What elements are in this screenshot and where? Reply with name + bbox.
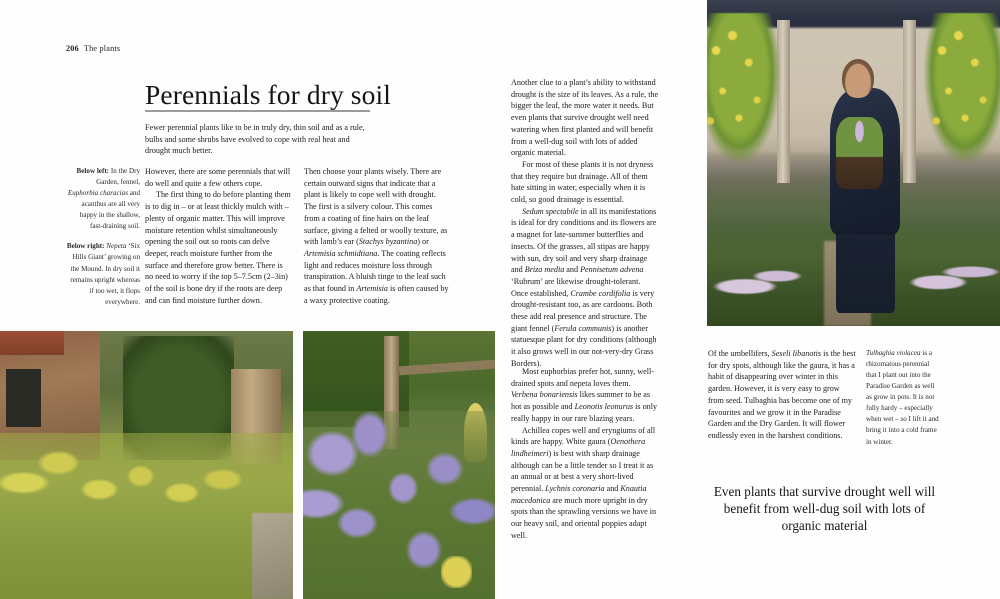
- species-name: Ferula communis: [554, 323, 612, 333]
- text-run: . The coating reflects light and reduces moisture loss through transpiration. A bluish tinge to the leaf such as that found in: [304, 248, 446, 294]
- text-run: ) is another statuesque plant for dry conditions (although it also grows well in our not-very-dry Grass Borders).: [511, 323, 657, 368]
- caption-italic: Nepeta: [106, 242, 127, 251]
- pull-quote: Even plants that survive drought well will benefit from well-dug soil with lots of organic material: [713, 484, 936, 533]
- caption-text-b: ‘Six Hills Giant’ growing on the Mound. In dry soil it remains upright whereas if too wet, it flops everywhere.: [70, 242, 140, 306]
- paragraph: Another clue to a plant’s ability to withstand drought is the size of its leaves. As a rule, the bigger the leaf, the more water it needs. But even plants that survive drought well need watering when first planted and will benefit from a well-dug soil with lots of added organic material.: [511, 78, 659, 158]
- paragraph: [511, 206, 659, 370]
- caption-below-left: [66, 166, 140, 232]
- veranda-pillar: [903, 20, 916, 183]
- standfirst: Fewer perennial plants like to be in truly dry, thin soil and as a rule, bulbs and some shrubs have evolved to cope with real heat and drought much better.: [145, 123, 365, 156]
- body-column-5: [708, 348, 856, 442]
- species-name: Artemisia schmidtiana: [304, 248, 378, 258]
- text-run: ) is best with sharp drainage although can be a little tender so I treat it as an annual or at best a very short-lived perennial.: [511, 448, 654, 494]
- caption-italic: Euphorbia characias: [67, 189, 128, 198]
- text-run: are much more upright in dry spots than the sprawling versions we have in our heavy soil, and oriental poppies adapt well.: [511, 495, 657, 540]
- paragraph: The first thing to do before planting them is to dig in – or at least thickly mulch with – plenty of organic matter. This will improve moisture retention whilst simultaneously opening the soil out so roots can delve deeper, reach moisture further from the surface and therefore grow better. There is no need to worry if the top 5–7.5cm (2–3in) of the soil is bone dry if the roots are deep and can find moisture further down.: [145, 190, 291, 305]
- tiled-roof: [0, 331, 64, 355]
- caption-text: is a rhizomatous perennial that I plant out into the Paradise Garden as well as grow in pots. It is not fully hardy – especially when wet – so I lift it and bring it into a cold frame in winter.: [866, 349, 939, 446]
- caption-lead: Below left:: [76, 167, 110, 175]
- species-name: Knautia macedonica: [511, 484, 647, 505]
- gardener-head: [842, 59, 874, 98]
- text-run: Achillea copes well and eryngiums of all kinds are happy. White gaura (: [511, 425, 656, 447]
- text-run: is only really happy in our rare blazing years.: [511, 402, 658, 423]
- page-title: Perennials for dry soil: [145, 79, 391, 111]
- species-name: Leonotis leonurus: [574, 402, 634, 412]
- species-name: Pennisetum advena: [580, 265, 644, 275]
- text-run: is often caused by a waxy protective coating.: [304, 284, 449, 305]
- species-name: Verbena bonariensis: [511, 390, 578, 400]
- species-name: Sedum spectabile: [522, 206, 579, 216]
- achillea-flower: [441, 556, 472, 588]
- text-run: ) or: [417, 237, 429, 247]
- body-column-2: [304, 166, 450, 306]
- paragraph: [511, 366, 659, 425]
- lemon-tree: [707, 13, 780, 163]
- paragraph: However, there are some perennials that will do well and quite a few others cope.: [145, 167, 291, 188]
- text-run: likes summer to be as hot as possible and: [511, 390, 651, 412]
- photo-dry-garden-fennel: [0, 331, 293, 599]
- text-run: is the best for dry spots, although like the gaura, it has a habit of disappearing over winter in this garden. However, it is very easy to grow from seed. Tulbaghia has become one of my favourites and we grow it in the Paradise Garden and the Dry Garden. It will flower endlessly even in the harshest conditions.: [708, 349, 856, 440]
- text-run: Then choose your plants wisely. There are certain outward signs that indicate that a plant is likely to cope well with drought. The first is a silvery colour. This comes from a coating of fine hairs on the leaf surface, giving a felted or woolly texture, as with lamb’s ear (: [304, 167, 448, 247]
- species-name: Briza media: [524, 265, 565, 275]
- fennel-and-euphorbia: [0, 433, 293, 599]
- text-run: Most euphorbias prefer hot, sunny, well-drained spots and nepeta loves them.: [511, 367, 654, 388]
- photo-nepeta-six-hills-giant: [303, 331, 495, 599]
- text-run: and: [564, 265, 581, 275]
- stone-path: [252, 513, 293, 599]
- species-name: Oenothera lindheimeri: [511, 437, 646, 458]
- species-name: Seseli libanotis: [771, 349, 822, 358]
- page-number: 206: [66, 44, 79, 53]
- text-run: Of the umbellifers,: [708, 349, 772, 358]
- body-column-4: [511, 366, 659, 542]
- paragraph: [304, 166, 450, 306]
- caption-italic: Tulbaghia violacea: [866, 349, 921, 357]
- body-column-3: [511, 77, 659, 370]
- caption-text-a: In the Dry Garden, fennel,: [96, 167, 140, 187]
- right-margin-caption: [866, 348, 940, 448]
- paragraph: [511, 425, 659, 542]
- text-run: is very drought-resistant too, as are cardoons. Both these add real presence and structure. The giant fennel (: [511, 288, 655, 333]
- photo-gardener-with-tulbaghia: [707, 0, 1000, 326]
- running-head: [66, 44, 120, 53]
- text-run: in all its manifestations is ideal for dry conditions and its flowers are a magnet for late-summer butterflies and insects. Of the grasses, all stipas are happy with sun, dry soil and very sharp drainage and: [511, 206, 657, 275]
- body-column-1: [145, 166, 292, 306]
- window: [6, 369, 41, 428]
- tulbaghia-clump: [836, 117, 883, 189]
- paragraph: [708, 348, 856, 442]
- species-name: Lychnis coronaria: [545, 484, 605, 494]
- species-name: Artemisia: [356, 284, 388, 294]
- left-margin-captions: [66, 166, 140, 317]
- lemon-tree: [924, 13, 1000, 163]
- text-run: ‘Rubrum’ are likewise drought-tolerant. Once established,: [511, 276, 641, 298]
- title-divider: [145, 110, 370, 112]
- text-run: and: [604, 484, 621, 494]
- species-name: Crambe cordifolia: [570, 288, 631, 298]
- caption-text-b: and acanthus are all very happy in the shallow, fast-draining soil.: [79, 189, 140, 231]
- caption-lead: Below right:: [66, 242, 105, 251]
- caption-below-right: [66, 241, 140, 307]
- paragraph: For most of these plants it is not dryness that they require but drainage. All of them hate sitting in water, especially when it is cold, so good drainage is essential.: [511, 159, 654, 205]
- species-name: Stachys byzantina: [358, 237, 418, 247]
- running-head-section: The plants: [83, 44, 121, 53]
